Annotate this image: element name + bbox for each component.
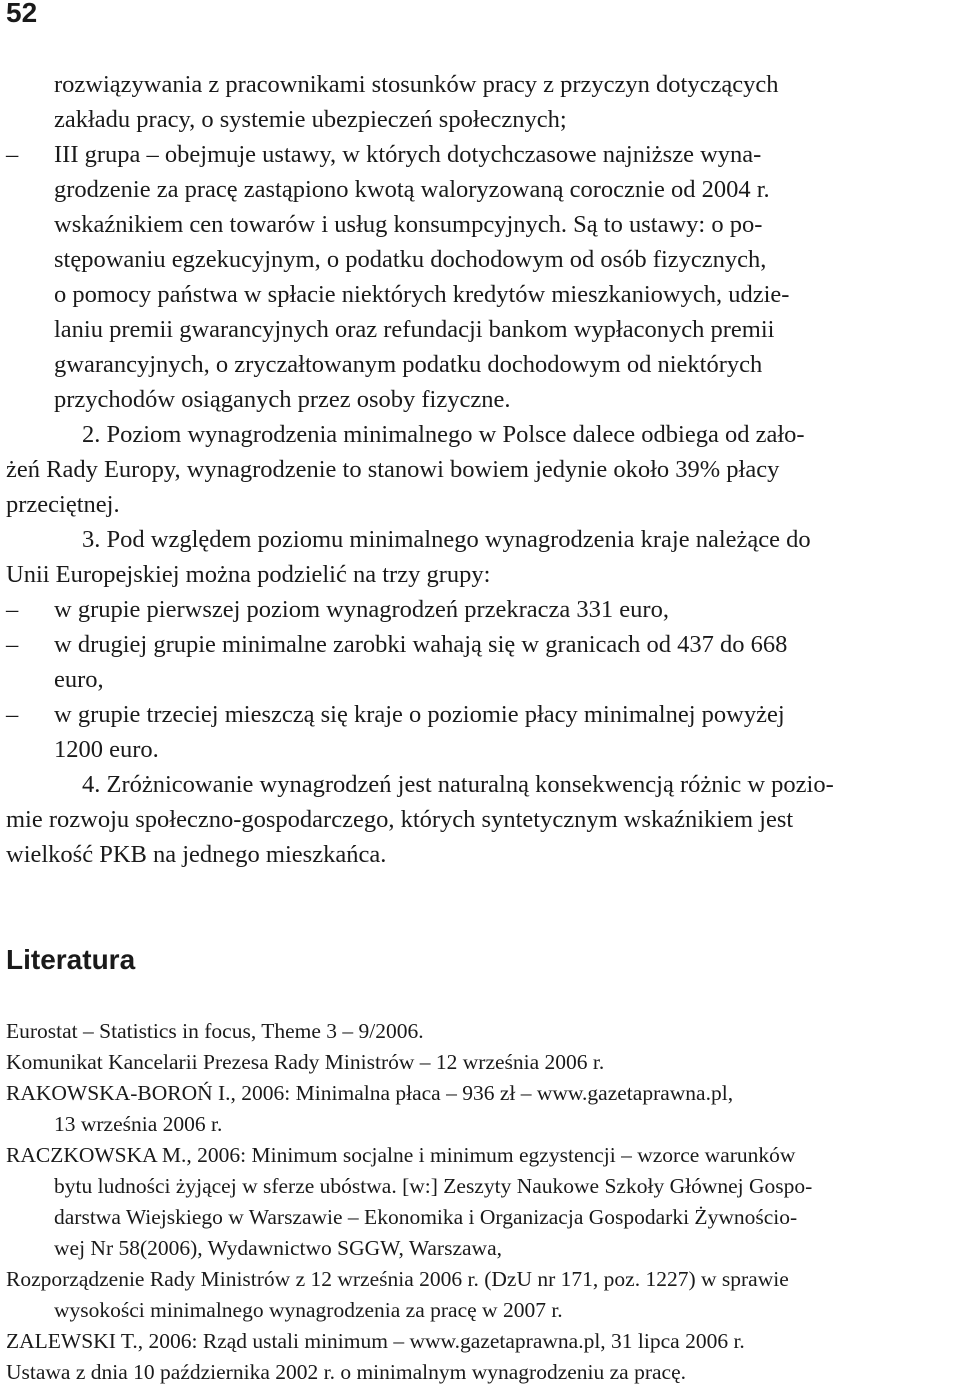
text-line: przychodów osiąganych przez osoby fizyczne.	[54, 386, 511, 413]
dash-bullet: –	[6, 141, 19, 168]
text-line: w grupie trzeciej mieszczą się kraje o poziomie płacy minimalnej powyżej	[54, 701, 785, 728]
text-line: mie rozwoju społeczno-gospodarczego, których syntetycznym wskaźnikiem jest	[6, 806, 794, 833]
reference-entry: Ustawa z dnia 10 października 2002 r. o minimalnym wynagrodzeniu za pracę.	[6, 1360, 687, 1384]
text-line: 2. Poziom wynagrodzenia minimalnego w Polsce dalece odbiega od zało-	[82, 421, 805, 448]
body-text	[6, 67, 956, 872]
text-line: 1200 euro.	[54, 736, 159, 763]
list-item	[6, 627, 956, 662]
reference-continuation: darstwa Wiejskiego w Warszawie – Ekonomika i Organizacja Gospodarki Żywnościo-	[54, 1205, 798, 1229]
reference-continuation: wysokości minimalnego wynagrodzenia za pracę w 2007 r.	[54, 1298, 563, 1322]
text-line: 3. Pod względem poziomu minimalnego wynagrodzenia kraje należące do	[82, 526, 811, 553]
reference-entry: ZALEWSKI T., 2006: Rząd ustali minimum – www.gazetaprawna.pl, 31 lipca 2006 r.	[6, 1329, 745, 1353]
reference-continuation: 13 września 2006 r.	[54, 1112, 223, 1136]
text-line: Unii Europejskiej można podzielić na trzy grupy:	[6, 561, 491, 588]
text-line: w drugiej grupie minimalne zarobki wahają się w granicach od 437 do 668	[54, 631, 788, 658]
text-line: przeciętnej.	[6, 491, 120, 518]
dash-bullet: –	[6, 631, 19, 658]
text-line: grodzenie za pracę zastąpiono kwotą waloryzowaną corocznie od 2004 r.	[54, 176, 770, 203]
text-line: stępowaniu egzekucyjnym, o podatku dochodowym od osób fizycznych,	[54, 246, 767, 273]
dash-bullet: –	[6, 701, 19, 728]
text-line: rozwiązywania z pracownikami stosunków pracy z przyczyn dotyczących	[54, 71, 779, 98]
reference-entry: Rozporządzenie Rady Ministrów z 12 września 2006 r. (DzU nr 171, poz. 1227) w sprawie	[6, 1267, 789, 1291]
text-line: wielkość PKB na jednego mieszkańca.	[6, 841, 387, 868]
list-item	[6, 697, 956, 732]
section-heading: Literatura	[6, 944, 136, 975]
text-line: 4. Zróżnicowanie wynagrodzeń jest naturalną konsekwencją różnic w pozio-	[82, 771, 834, 798]
reference-continuation: wej Nr 58(2006), Wydawnictwo SGGW, Warszawa,	[54, 1236, 502, 1260]
text-line: w grupie pierwszej poziom wynagrodzeń przekracza 331 euro,	[54, 596, 669, 623]
text-line: laniu premii gwarancyjnych oraz refundacji bankom wypłaconych premii	[54, 316, 775, 343]
list-item	[6, 592, 956, 627]
references-list	[6, 1016, 956, 1388]
text-line: euro,	[54, 666, 104, 693]
reference-entry: Komunikat Kancelarii Prezesa Rady Ministrów – 12 września 2006 r.	[6, 1050, 605, 1074]
reference-entry: RAKOWSKA-BOROŃ I., 2006: Minimalna płaca – 936 zł – www.gazetaprawna.pl,	[6, 1081, 734, 1105]
list-item	[6, 137, 956, 172]
text-line: wskaźnikiem cen towarów i usług konsumpcyjnych. Są to ustawy: o po-	[54, 211, 763, 238]
dash-bullet: –	[6, 596, 19, 623]
text-line: żeń Rady Europy, wynagrodzenie to stanowi bowiem jedynie około 39% płacy	[6, 456, 780, 483]
reference-entry: RACZKOWSKA M., 2006: Minimum socjalne i minimum egzystencji – wzorce warunków	[6, 1143, 796, 1167]
page-number: 52	[6, 0, 38, 28]
text-line: o pomocy państwa w spłacie niektórych kredytów mieszkaniowych, udzie-	[54, 281, 790, 308]
text-line: gwarancyjnych, o zryczałtowanym podatku dochodowym od niektórych	[54, 351, 763, 378]
text-line: III grupa – obejmuje ustawy, w których dotychczasowe najniższe wyna-	[54, 141, 762, 168]
text-line: zakładu pracy, o systemie ubezpieczeń społecznych;	[54, 106, 567, 133]
reference-continuation: bytu ludności żyjącej w sferze ubóstwa. [w:] Zeszyty Naukowe Szkoły Głównej Gospo-	[54, 1174, 813, 1198]
reference-entry: Eurostat – Statistics in focus, Theme 3 – 9/2006.	[6, 1019, 424, 1043]
